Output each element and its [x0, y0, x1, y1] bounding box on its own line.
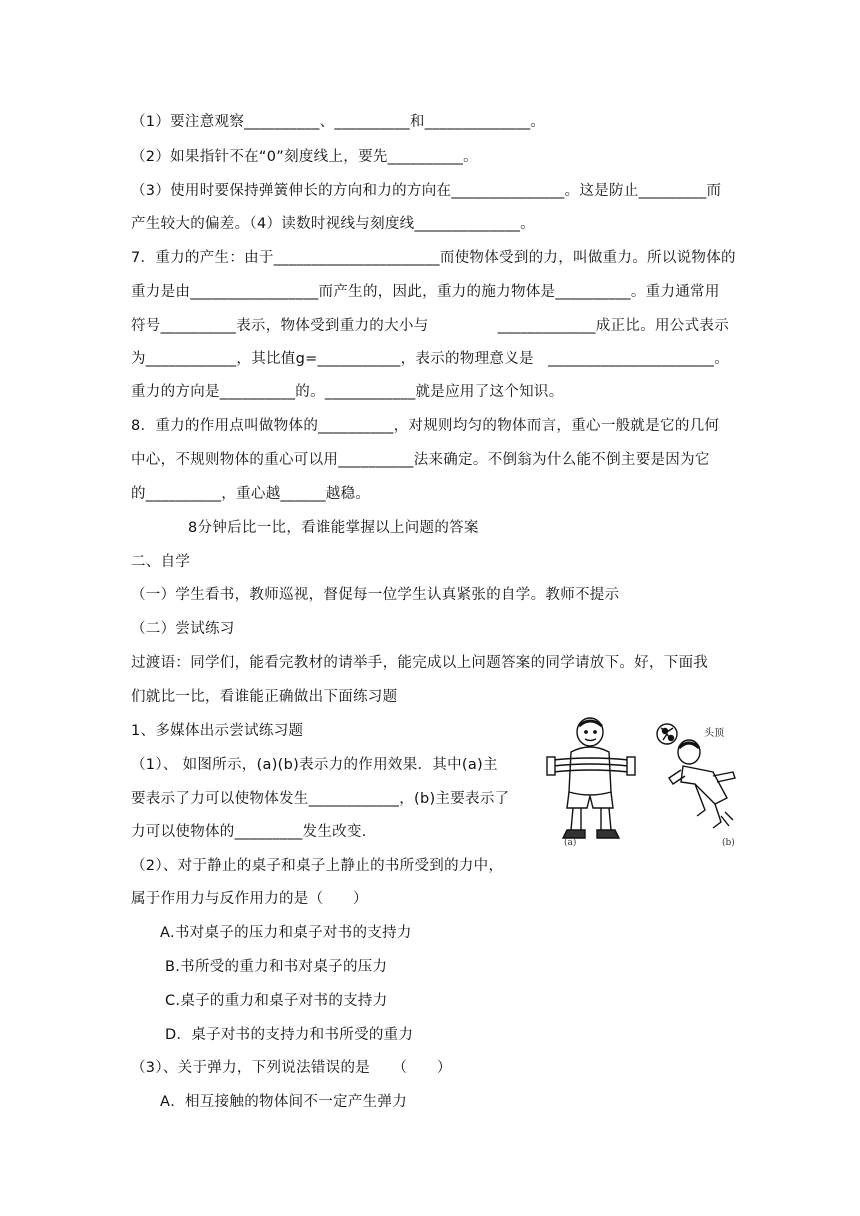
text-line: （2）、对于静止的桌子和桌子上静止的书所受到的力中， [131, 858, 504, 874]
text-line: （3）使用时要保持弹簧伸长的方向和力的方向在_______________。这是防止_________而 [131, 183, 722, 199]
text-line: （3）、关于弹力，下列说法错误的是 （ ） [131, 1060, 452, 1076]
text-line: 1、多媒体出示尝试练习题 [131, 723, 304, 739]
text-line [131, 316, 729, 336]
boy-heading-ball [657, 724, 735, 828]
text-line: （1）、 如图所示，(a)(b)表示力的作用效果．其中(a)主 [131, 757, 498, 773]
text-segment: ______________________。 [548, 351, 729, 367]
text-line: （1）要注意观察__________、__________和______________。 [131, 114, 546, 130]
text-line: 们就比一比，看谁能正确做出下面练习题 [131, 689, 398, 705]
text-line: 过渡语：同学们，能看完教材的请举手，能完成以上问题答案的同学请放下。好，下面我 [131, 655, 709, 671]
man-stretching-spring [547, 718, 635, 838]
text-line: （一）学生看书，教师巡视，督促每一位学生认真紧张的自学。教师不提示 [131, 587, 620, 603]
figure-label-a: (a) [564, 838, 577, 848]
text-line: 中心，不规则物体的重心可以用__________法来确定。不倒翁为什么能不倒主要是因为它 [131, 452, 710, 468]
text-line [131, 349, 729, 369]
section-heading: 二、自学 [131, 554, 191, 570]
option-d: D．桌子对书的支持力和书所受的重力 [165, 1027, 414, 1043]
text-line: 8．重力的作用点叫做物体的__________，对规则均匀的物体而言，重心一般就是它的几何 [131, 418, 720, 434]
option-b: B.书所受的重力和书对桌子的压力 [165, 959, 388, 975]
option-a: A.书对桌子的压力和桌子对书的支持力 [160, 925, 412, 941]
text-line: （2）如果指针不在“0”刻度线上，要先__________。 [131, 149, 478, 165]
text-line: 要表示了力可以使物体发生____________，(b)主要表示了 [131, 791, 510, 807]
figure-label-b: (b) [722, 838, 735, 848]
text-segment: 为____________，其比值g=___________，表示的物理意义是 [131, 351, 534, 367]
text-line: 8分钟后比一比，看谁能掌握以上问题的答案 [188, 520, 479, 536]
text-segment: _____________成正比。用公式表示 [497, 318, 729, 334]
text-line: 重力是由_________________而产生的，因此，重力的施力物体是__________。重力通常用 [131, 284, 720, 300]
text-line: 7．重力的产生：由于______________________而使物体受到的力，叫做重力。所以说物体的 [131, 250, 736, 266]
option-a: A．相互接触的物体间不一定产生弹力 [160, 1094, 408, 1110]
text-line: 产生较大的偏差。（4）读数时视线与刻度线______________。 [131, 216, 535, 232]
text-line: 力可以使物体的_________发生改变. [131, 824, 367, 840]
text-line: （二）尝试练习 [131, 621, 235, 637]
figure-annotation: 头顶 [704, 728, 724, 739]
text-segment: 符号__________表示，物体受到重力的大小与 [131, 318, 429, 334]
option-c: C.桌子的重力和桌子对书的支持力 [165, 993, 388, 1009]
text-line: 重力的方向是__________的。____________就是应用了这个知识。 [131, 384, 564, 400]
text-line: 的__________，重心越______越稳。 [131, 486, 371, 502]
text-line: 属于作用力与反作用力的是（ ） [131, 891, 368, 907]
